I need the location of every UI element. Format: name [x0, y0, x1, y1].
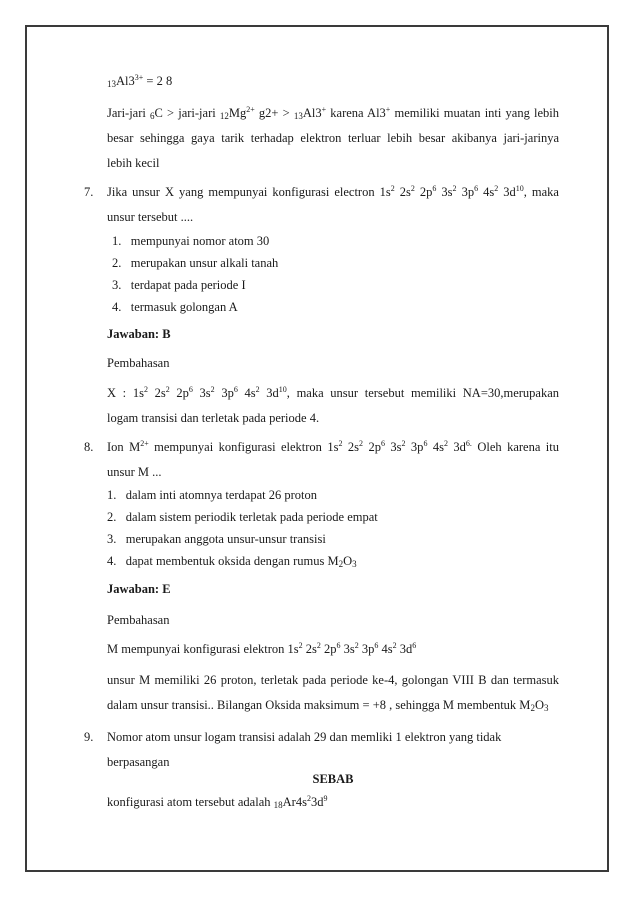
radius-line-3: lebih kecil	[107, 156, 160, 170]
radius-line-1: Jari-jari $_6$C > jari-jari $_{12}Mg^{2+}$ g2+ > $_{13}$Al3+ karena Al3+ memiliki muatan inti yang lebih	[107, 105, 559, 121]
q8-number: 8.	[84, 440, 94, 454]
radius-line-2: besar sehingga gaya tarik terhadap elektron terluar lebih besar akibanya jari-jarinya	[107, 131, 559, 145]
q8-question-line-2: unsur M ...	[107, 465, 162, 479]
q8-explanation-line-3: dalam unsur transisi.. Bilangan Oksida maksimum = +8 , sehingga M membentuk $M_2O_3$	[107, 698, 549, 713]
q8-answer: Jawaban: E	[107, 582, 171, 596]
al-config-line: $_{13}Al3^{3+} = 2$ 8	[107, 73, 173, 89]
q8-question-line-1: Ion $M^{2+}$ mempunyai konfigurasi elektron $1s^2$ $2s^2$ $2p^6$ $3s^2$ $3p^6$ $4s^2$ $3d^{6.}$ Oleh karena itu	[107, 439, 560, 454]
q7-question-line-2: unsur tersebut ....	[107, 210, 194, 224]
q7-explanation-line-2: logam transisi dan terletak pada periode 4.	[107, 411, 320, 425]
q8-explanation-line-1: M mempunyai konfigurasi elektron $1s^2$ $2s^2$ $2p^6$ $3s^2$ $3p^6$ $4s^2$ $3d^6$	[107, 641, 417, 656]
q8-option-2: 2. dalam sistem periodik terletak pada periode empat	[107, 510, 378, 524]
q7-answer: Jawaban: B	[107, 327, 171, 341]
q7-option-2: 2. merupakan unsur alkali tanah	[112, 256, 279, 270]
q9-sebab: SEBAB	[312, 772, 354, 786]
q8-option-4: 4. dapat membentuk oksida dengan rumus $M_2O_3$	[107, 554, 357, 569]
q8-option-3: 3. merupakan anggota unsur-unsur transisi	[107, 532, 326, 546]
q8-option-1: 1. dalam inti atomnya terdapat 26 proton	[107, 488, 318, 502]
q7-pembahasan-heading: Pembahasan	[107, 356, 170, 370]
q9-question-line-2: berpasangan	[107, 755, 170, 769]
q8-explanation-line-2: unsur M memiliki 26 proton, terletak pada periode ke-4, golongan VIII B dan termasuk	[107, 673, 559, 687]
q7-number: 7.	[84, 185, 94, 199]
q7-option-4: 4. termasuk golongan A	[112, 300, 238, 314]
q8-pembahasan-heading: Pembahasan	[107, 613, 170, 627]
q7-option-1: 1. mempunyai nomor atom 30	[112, 234, 270, 248]
q9-question-line-3: konfigurasi atom tersebut adalah $_{18}Ar4s^23d^9$	[107, 794, 328, 810]
q7-option-3: 3. terdapat pada periode I	[112, 278, 246, 292]
q9-number: 9.	[84, 730, 94, 744]
q7-explanation-line-1: X : $1s^2$ $2s^2$ $2p^6$ $3s^2$ $3p^6$ $4s^2$ $3d^{10}$, maka unsur tersebut memiliki NA=30,merupakan	[107, 385, 560, 400]
q7-question-line-1: Jika unsur X yang mempunyai konfigurasi electron $1s^2$ $2s^2$ $2p^6$ $3s^2$ $3p^6$ $4s^2$ $3d^{10}$, maka	[107, 184, 559, 199]
q9-question-line-1: Nomor atom unsur logam transisi adalah 29 dan memliki 1 elektron yang tidak	[107, 730, 502, 744]
